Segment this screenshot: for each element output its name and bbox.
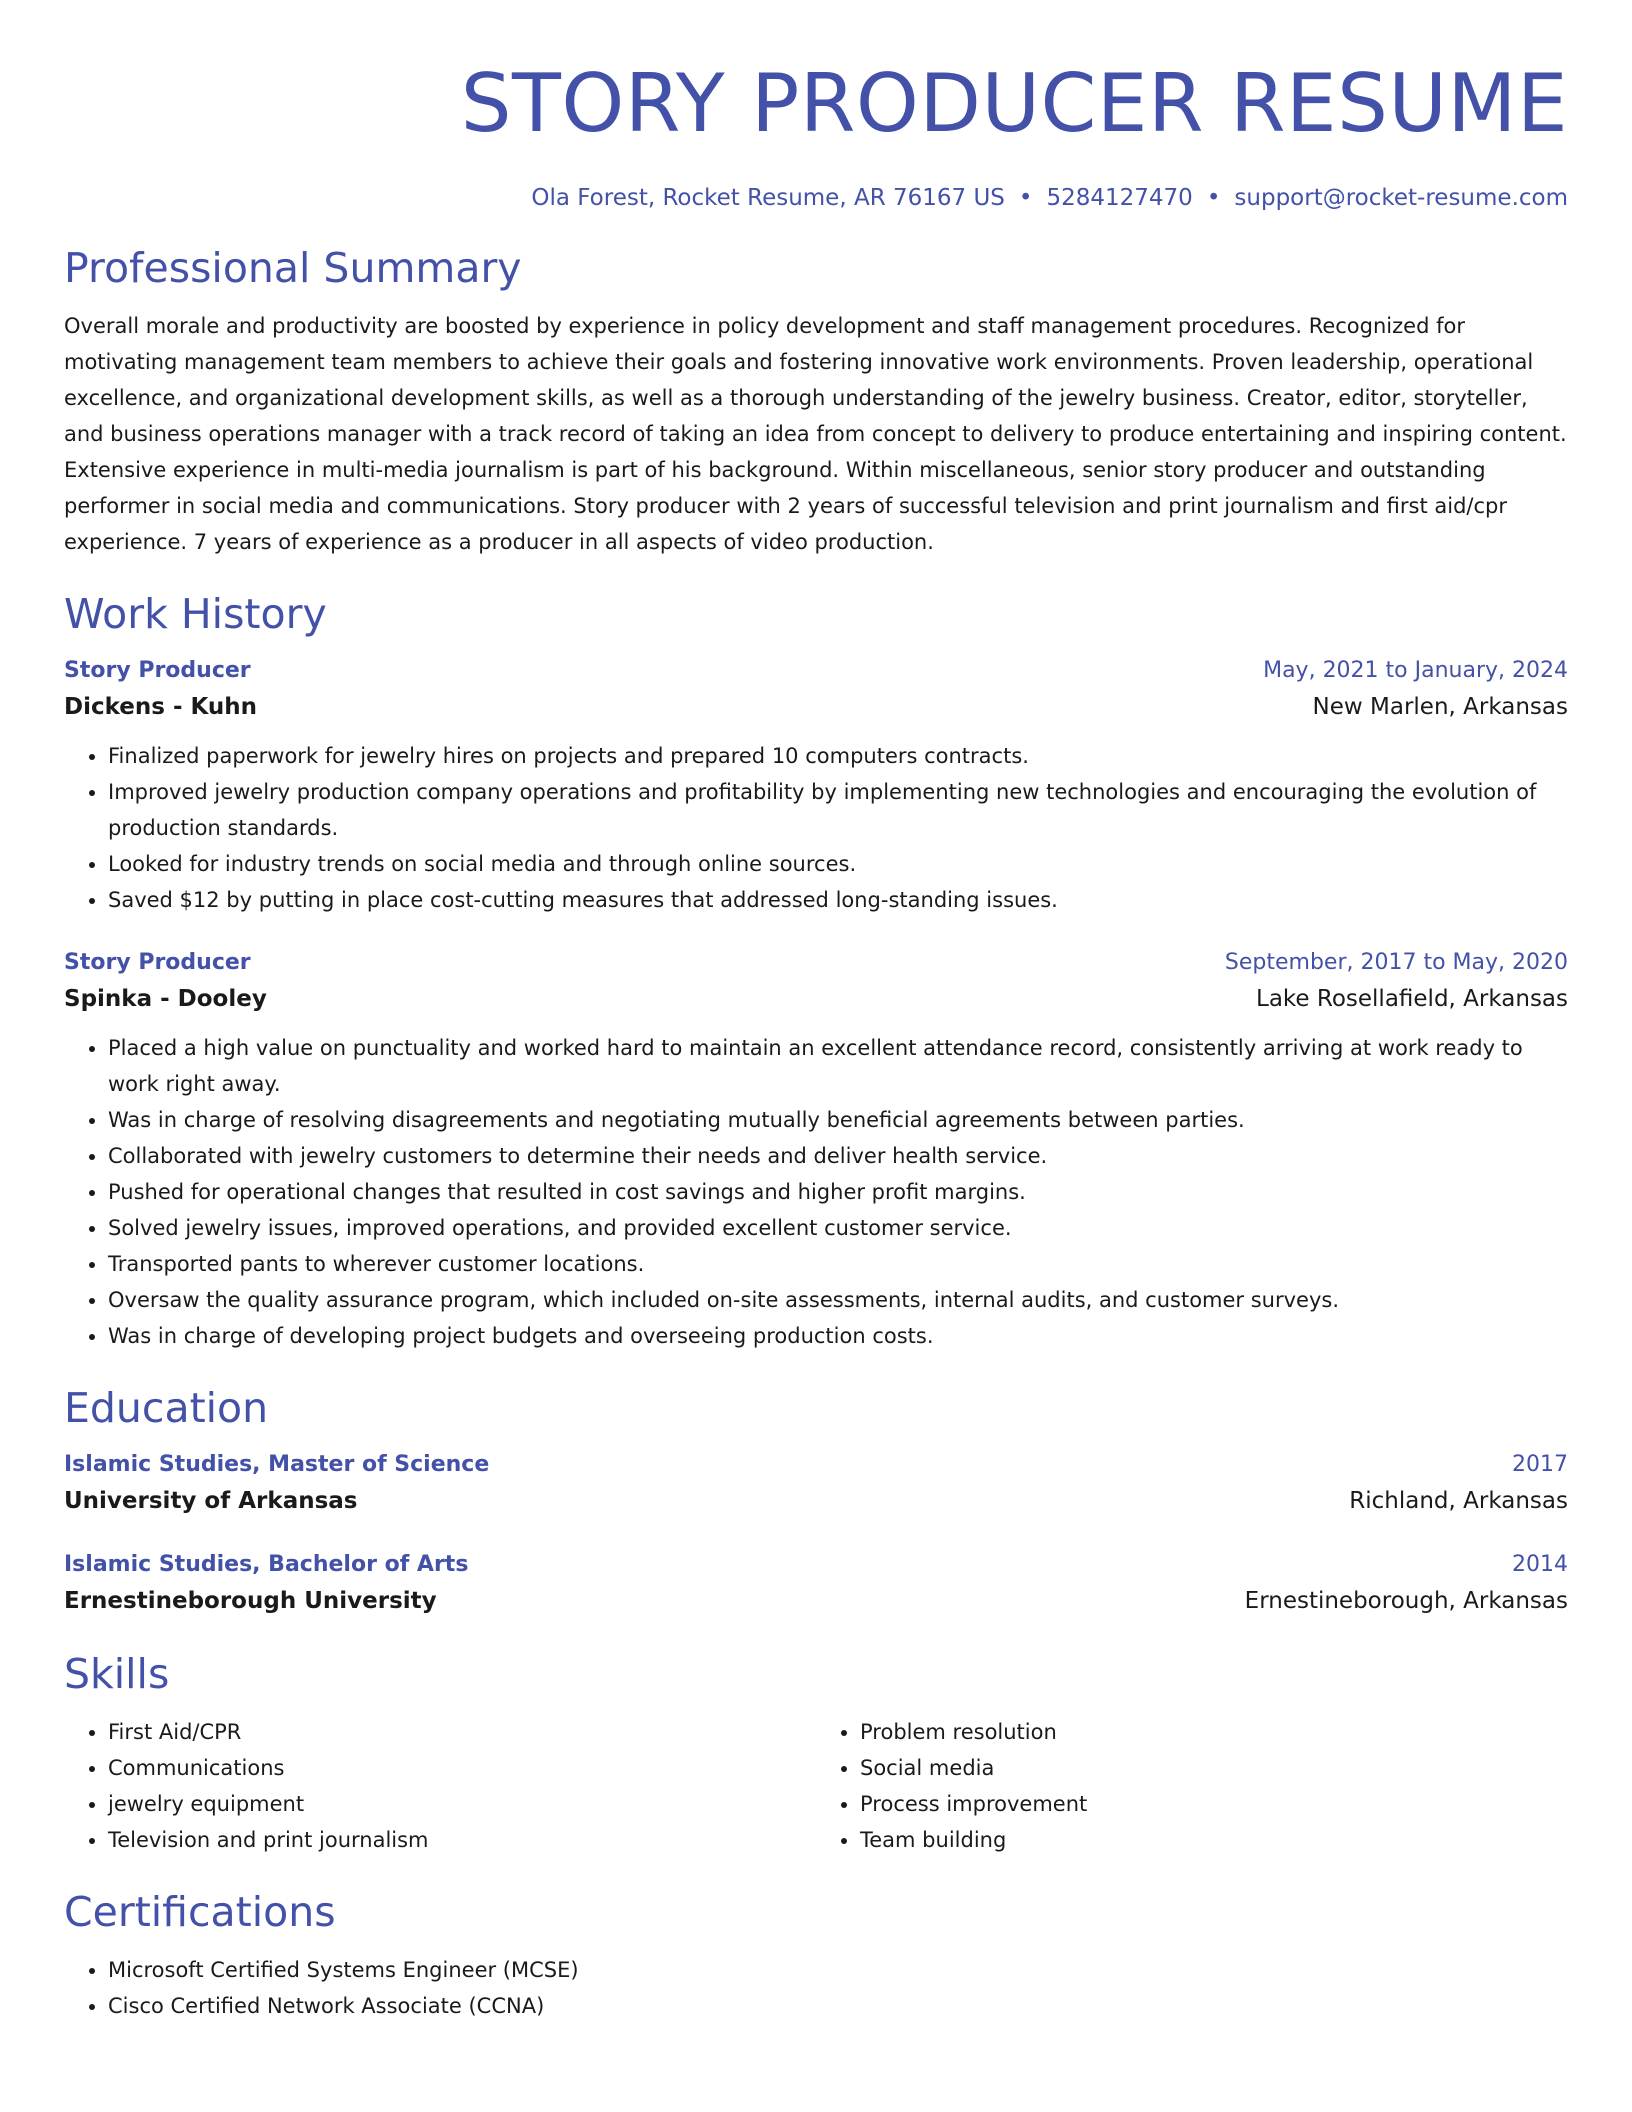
job-bullet: • Collaborated with jewelry customers to determine their needs and deliver health service. (108, 1138, 1568, 1174)
skill-item: • Social media (860, 1750, 1568, 1786)
job-dates: May, 2021 to January, 2024 (1263, 658, 1568, 683)
certifications-heading: Certifications (64, 1888, 336, 1936)
education-year: 2017 (1512, 1452, 1568, 1477)
job-company: Spinka - Dooley (64, 986, 267, 1012)
education-location: Ernestineborough, Arkansas (1244, 1588, 1568, 1614)
summary-heading: Professional Summary (64, 244, 522, 292)
skill-item: • First Aid/CPR (108, 1714, 816, 1750)
job-bullet: • Oversaw the quality assurance program, which included on-site assessments, internal audits, and customer surveys. (108, 1282, 1568, 1318)
job-bullets (64, 1030, 1568, 1354)
skill-item: • Team building (860, 1822, 1568, 1858)
contact-email[interactable]: support@rocket-resume.com (1234, 185, 1568, 211)
job-company: Dickens - Kuhn (64, 694, 258, 720)
job-location: New Marlen, Arkansas (1312, 694, 1568, 720)
certifications-section (64, 1886, 1568, 2024)
education-degree: Islamic Studies, Bachelor of Arts (64, 1552, 469, 1577)
education-section (64, 1382, 1568, 1620)
job-bullet: • Pushed for operational changes that resulted in cost savings and higher profit margins. (108, 1174, 1568, 1210)
skills-right-column (816, 1714, 1568, 1858)
education-heading: Education (64, 1384, 269, 1432)
skill-item: • Communications (108, 1750, 816, 1786)
job-bullet: • Improved jewelry production company operations and profitability by implementing new technologies and encouraging the evolution of production standards. (108, 774, 1568, 846)
job-dates: September, 2017 to May, 2020 (1224, 950, 1568, 975)
education-school: University of Arkansas (64, 1488, 358, 1514)
certifications-list (64, 1952, 1568, 2024)
job-bullet: • Was in charge of developing project budgets and overseeing production costs. (108, 1318, 1568, 1354)
education-entry (64, 1448, 1568, 1520)
summary-text: Overall morale and productivity are boosted by experience in policy development and staff management procedures. Recognized for motivating management team members to achieve their goals and fostering innovative work environments. Proven leadership, operational excellence, and organizational development skills, as well as a thorough understanding of the jewelry business. Creator, editor, storyteller, and business operations manager with a track record of taking an idea from concept to delivery to produce entertaining and inspiring content. Extensive experience in multi-media journalism is part of his background. Within miscellaneous, senior story producer and outstanding performer in social media and communications. Story producer with 2 years of successful television and print journalism and first aid/cpr experience. 7 years of experience as a producer in all aspects of video production. (64, 314, 1567, 554)
skills-heading: Skills (64, 1650, 170, 1698)
resume-title: STORY PRODUCER RESUME (460, 57, 1568, 150)
skills-columns (64, 1714, 1568, 1858)
work-history-section (64, 588, 1568, 1354)
job-bullet: • Placed a high value on punctuality and worked hard to maintain an excellent attendance record, consistently arriving at work ready to work right away. (108, 1030, 1568, 1102)
education-year: 2014 (1512, 1552, 1568, 1577)
certification-item: • Cisco Certified Network Associate (CCNA) (108, 1988, 1568, 2024)
skill-item: • Television and print journalism (108, 1822, 816, 1858)
skills-section (64, 1648, 1568, 1858)
job-bullet: • Transported pants to wherever customer locations. (108, 1246, 1568, 1282)
job-entry (64, 946, 1568, 1354)
summary-section (64, 242, 1568, 560)
job-entry (64, 654, 1568, 918)
contact-separator: • (1018, 185, 1033, 211)
contact-separator: • (1206, 185, 1221, 211)
education-location: Richland, Arkansas (1349, 1488, 1568, 1514)
skill-item: • Process improvement (860, 1786, 1568, 1822)
job-title: Story Producer (64, 950, 251, 975)
job-bullets (64, 738, 1568, 918)
education-entry (64, 1548, 1568, 1620)
contact-phone: 5284127470 (1046, 185, 1193, 211)
job-bullet: • Saved $12 by putting in place cost-cutting measures that addressed long-standing issues. (108, 882, 1568, 918)
job-bullet: • Was in charge of resolving disagreements and negotiating mutually beneficial agreements between parties. (108, 1102, 1568, 1138)
education-school: Ernestineborough University (64, 1588, 437, 1614)
certification-item: • Microsoft Certified Systems Engineer (MCSE) (108, 1952, 1568, 1988)
work-history-heading: Work History (64, 590, 327, 638)
skill-item: • jewelry equipment (108, 1786, 816, 1822)
job-bullet: • Looked for industry trends on social media and through online sources. (108, 846, 1568, 882)
resume-header (64, 56, 1568, 214)
contact-address: Ola Forest, Rocket Resume, AR 76167 US (531, 185, 1005, 211)
education-degree: Islamic Studies, Master of Science (64, 1452, 490, 1477)
contact-line (64, 182, 1568, 214)
job-title: Story Producer (64, 658, 251, 683)
skills-left-column (64, 1714, 816, 1858)
job-bullet: • Finalized paperwork for jewelry hires on projects and prepared 10 computers contracts. (108, 738, 1568, 774)
job-bullet: • Solved jewelry issues, improved operations, and provided excellent customer service. (108, 1210, 1568, 1246)
skill-item: • Problem resolution (860, 1714, 1568, 1750)
job-location: Lake Rosellafield, Arkansas (1256, 986, 1568, 1012)
